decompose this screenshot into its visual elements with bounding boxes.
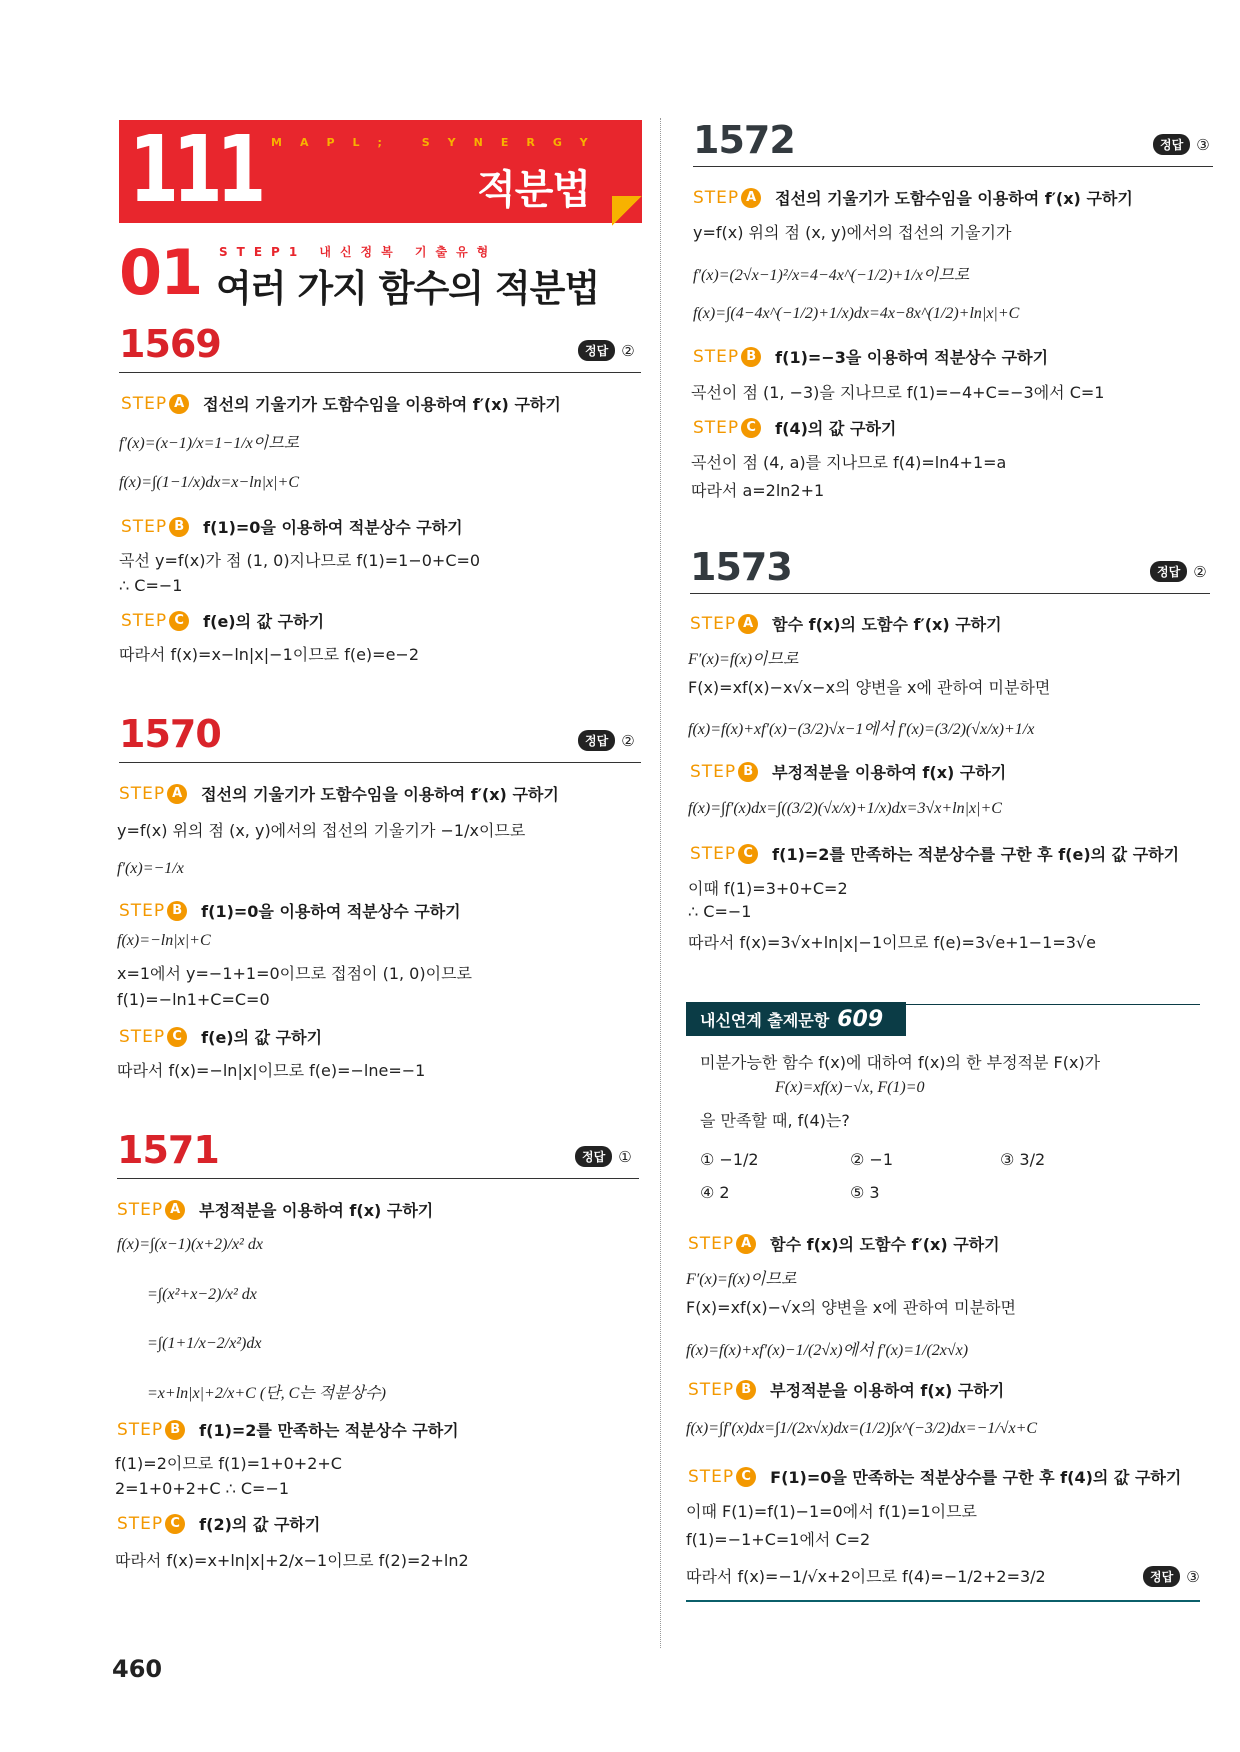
- solution-line: 따라서 f(x)=x−ln|x|−1이므로 f(e)=e−2: [119, 645, 419, 664]
- solution-line: F′(x)=f(x)이므로: [686, 1271, 797, 1288]
- step-c: STEP C f(1)=2를 만족하는 적분상수를 구한 후 f(e)의 값 구하기: [690, 843, 1180, 864]
- step-b: STEP B f(1)=0을 이용하여 적분상수 구하기: [119, 900, 461, 921]
- solution-line: f(x)=−ln|x|+C: [117, 932, 211, 949]
- choice-5: ⑤ 3: [850, 1183, 880, 1202]
- step-c: STEP C f(2)의 값 구하기: [117, 1513, 321, 1534]
- brand-text: MAPL; SYNERGY: [271, 136, 606, 149]
- step-b: STEP B 부정적분을 이용하여 f(x) 구하기: [690, 761, 1007, 782]
- step-a: STEP A 함수 f(x)의 도함수 f′(x) 구하기: [688, 1233, 1000, 1254]
- problem-rule: [117, 1178, 639, 1179]
- problem-rule: [690, 593, 1210, 594]
- step-c: STEP C f(e)의 값 구하기: [121, 610, 325, 631]
- step-b: STEP B 부정적분을 이용하여 f(x) 구하기: [688, 1379, 1005, 1400]
- answer-box: 정답 ②: [578, 730, 635, 751]
- solution-line: 따라서 f(x)=3√x+ln|x|−1이므로 f(e)=3√e+1−1=3√e: [688, 933, 1096, 952]
- solution-line: F(x)=xf(x)−x√x−x의 양변을 x에 관하여 미분하면: [688, 678, 1051, 697]
- problem-number: 1572: [693, 118, 795, 162]
- step-a: STEP A 접선의 기울기가 도함수임을 이용하여 f′(x) 구하기: [121, 393, 561, 414]
- solution-line: f(x)=∫f′(x)dx=∫((3/2)(√x/x)+1/x)dx=3√x+ln|x|+C: [688, 800, 1002, 817]
- step-b: STEP B f(1)=0을 이용하여 적분상수 구하기: [121, 516, 463, 537]
- answer-box: 정답 ②: [1150, 561, 1207, 582]
- problem-number: 1569: [119, 322, 221, 366]
- section-title: 여러 가지 함수의 적분법: [216, 267, 600, 310]
- step-b: STEP B f(1)=2를 만족하는 적분상수 구하기: [117, 1419, 459, 1440]
- solution-line: 곡선이 점 (4, a)를 지나므로 f(4)=ln4+1=a: [691, 453, 1007, 472]
- solution-line: =∫(1+1/x−2/x²)dx: [147, 1335, 262, 1352]
- step-c: STEP C f(e)의 값 구하기: [119, 1026, 323, 1047]
- solution-line: f(x)=∫(4−4x^(−1/2)+1/x)dx=4x−8x^(1/2)+ln|x|+C: [693, 305, 1020, 322]
- step-a: STEP A 접선의 기울기가 도함수임을 이용하여 f′(x) 구하기: [693, 187, 1133, 208]
- solution-line: f′(x)=−1/x: [117, 860, 184, 877]
- answer-value: ②: [621, 341, 635, 360]
- linked-problem-rule: [900, 1004, 1200, 1005]
- chapter-number: 111: [129, 120, 261, 223]
- solution-line: y=f(x) 위의 점 (x, y)에서의 접선의 기울기가: [693, 223, 1012, 242]
- solution-line: F(x)=xf(x)−√x의 양변을 x에 관하여 미분하면: [686, 1298, 1016, 1317]
- step-a: STEP A 부정적분을 이용하여 f(x) 구하기: [117, 1199, 434, 1220]
- solution-line: 곡선이 점 (1, −3)을 지나므로 f(1)=−4+C=−3에서 C=1: [691, 383, 1105, 402]
- choice-1: ① −1/2: [700, 1150, 759, 1169]
- solution-line: f(1)=−1+C=1에서 C=2: [686, 1530, 871, 1549]
- answer-box: 정답 ③: [1143, 1566, 1200, 1587]
- answer-box: [578, 340, 635, 361]
- question-line: 미분가능한 함수 f(x)에 대하여 f(x)의 한 부정적분 F(x)가: [700, 1053, 1101, 1072]
- solution-line: f′(x)=(2√x−1)²/x=4−4x^(−1/2)+1/x이므로: [693, 267, 970, 284]
- banner-fold-decoration: [612, 196, 642, 226]
- step-a: STEP A 함수 f(x)의 도함수 f′(x) 구하기: [690, 613, 1002, 634]
- step-c: STEP C F(1)=0을 만족하는 적분상수를 구한 후 f(4)의 값 구하기: [688, 1466, 1182, 1487]
- linked-problem-tag: 내신연계 출제문항 609: [686, 1002, 906, 1036]
- solution-line: ∴ C=−1: [119, 576, 183, 595]
- problem-number: 1571: [117, 1128, 219, 1172]
- problem-number: 1570: [119, 712, 221, 756]
- column-divider: [660, 118, 661, 1648]
- section-step-label: STEP1 내신정복 기출유형: [219, 245, 498, 259]
- question-line: 을 만족할 때, f(4)는?: [700, 1111, 850, 1130]
- page-number: 460: [112, 1655, 163, 1683]
- bottom-rule: [686, 1600, 1200, 1602]
- problem-rule: [119, 372, 641, 373]
- solution-line: f(1)=2이므로 f(1)=1+0+2+C: [115, 1454, 342, 1473]
- linked-problem-number: 609: [837, 1006, 884, 1032]
- problem-number: 1573: [690, 545, 792, 589]
- choice-3: ③ 3/2: [1000, 1150, 1046, 1169]
- answer-badge: 정답: [578, 340, 615, 361]
- section-number: 01: [119, 236, 202, 309]
- solution-line: f′(x)=(x−1)/x=1−1/x이므로: [119, 435, 300, 452]
- solution-line: f(x)=∫(x−1)(x+2)/x² dx: [117, 1236, 263, 1253]
- solution-line: f(x)=f(x)+xf′(x)−1/(2√x)에서 f′(x)=1/(2x√x): [686, 1342, 969, 1359]
- solution-line: f(x)=f(x)+xf′(x)−(3/2)√x−1에서 f′(x)=(3/2)(√x/x)+1/x: [688, 721, 1035, 738]
- question-line: F(x)=xf(x)−√x, F(1)=0: [775, 1079, 925, 1096]
- step-b: STEP B f(1)=−3을 이용하여 적분상수 구하기: [693, 346, 1049, 367]
- answer-box: 정답 ①: [575, 1146, 632, 1167]
- solution-line: =∫(x²+x−2)/x² dx: [147, 1286, 257, 1303]
- solution-line: f(x)=∫f′(x)dx=∫1/(2x√x)dx=(1/2)∫x^(−3/2)dx=−1/√x+C: [686, 1420, 1038, 1437]
- problem-rule: [119, 762, 641, 763]
- solution-line: ∴ C=−1: [688, 902, 752, 921]
- chapter-banner: [119, 120, 642, 223]
- solution-line: F′(x)=f(x)이므로: [688, 651, 799, 668]
- choice-2: ② −1: [850, 1150, 894, 1169]
- solution-line: f(x)=∫(1−1/x)dx=x−ln|x|+C: [119, 474, 299, 491]
- solution-line: 따라서 f(x)=−ln|x|이므로 f(e)=−lne=−1: [117, 1061, 426, 1080]
- problem-rule: [693, 166, 1213, 167]
- solution-line: 따라서 a=2ln2+1: [691, 481, 825, 500]
- solution-line: y=f(x) 위의 점 (x, y)에서의 접선의 기울기가 −1/x이므로: [117, 821, 526, 840]
- solution-line: f(1)=−ln1+C=C=0: [117, 990, 270, 1009]
- solution-line: =x+ln|x|+2/x+C (단, C는 적분상수): [147, 1385, 386, 1402]
- solution-line: 따라서 f(x)=−1/√x+2이므로 f(4)=−1/2+2=3/2: [686, 1567, 1046, 1586]
- solution-line: 곡선 y=f(x)가 점 (1, 0)지나므로 f(1)=1−0+C=0: [119, 551, 481, 570]
- solution-line: 따라서 f(x)=x+ln|x|+2/x−1이므로 f(2)=2+ln2: [115, 1551, 469, 1570]
- answer-box: 정답 ③: [1153, 134, 1210, 155]
- solution-line: 2=1+0+2+C ∴ C=−1: [115, 1479, 290, 1498]
- choice-4: ④ 2: [700, 1183, 730, 1202]
- step-a: STEP A 접선의 기울기가 도함수임을 이용하여 f′(x) 구하기: [119, 783, 559, 804]
- step-c: STEP C f(4)의 값 구하기: [693, 417, 897, 438]
- solution-line: x=1에서 y=−1+1=0이므로 접점이 (1, 0)이므로: [117, 964, 472, 983]
- solution-line: 이때 f(1)=3+0+C=2: [688, 879, 848, 898]
- chapter-title: 적분법: [477, 167, 590, 213]
- solution-line: 이때 F(1)=f(1)−1=0에서 f(1)=1이므로: [686, 1502, 977, 1521]
